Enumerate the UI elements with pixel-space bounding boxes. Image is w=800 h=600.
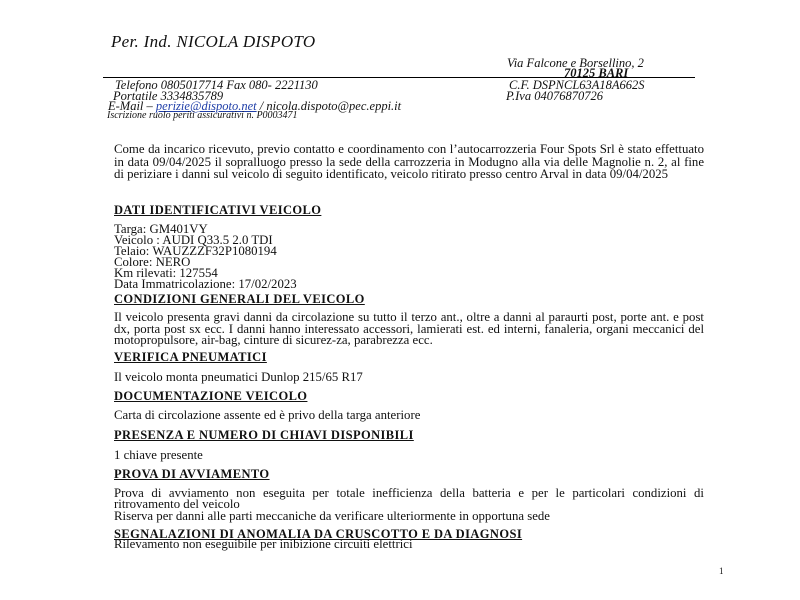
- startup-reserve-text: Riserva per danni alle parti meccaniche da verificare ulteriormente in opportuna sede: [114, 509, 550, 523]
- vehicle-color: Colore: NERO: [114, 255, 191, 269]
- page-number: 1: [719, 566, 724, 576]
- vehicle-chassis: Telaio: WAUZZZF32P1080194: [114, 244, 277, 258]
- tax-code: C.F. DSPNCL63A18A662S: [509, 78, 645, 92]
- phone-fax: Telefono 0805017714 Fax 080- 2221130: [115, 78, 318, 92]
- conditions-text: Il veicolo presenta gravi danni da circolazione su tutto il terzo ant., oltre a danni al paraurti post, porte ant. e post dx, porta post sx ecc. I danni hanno interessato accessori, lamierati est. ed interni, fanaleria, organi meccanici del motopropulsore, air-bag, cinture di sicurez-za, parabrezza ecc.: [114, 310, 704, 347]
- heading-diagnosis: SEGNALAZIONI DI ANOMALIA DA CRUSCOTTO E DA DIAGNOSI: [114, 527, 523, 541]
- heading-conditions: CONDIZIONI GENERALI DEL VEICOLO: [114, 292, 365, 306]
- diagnosis-text: Rilevamento non eseguibile per inibizione circuiti elettrici: [114, 537, 413, 551]
- email-prefix: E-Mail –: [108, 99, 156, 113]
- documents-text: Carta di circolazione assente ed è privo della targa anteriore: [114, 408, 421, 422]
- vehicle-plate: Targa: GM401VY: [114, 222, 208, 236]
- letterhead-name: Per. Ind. NICOLA DISPOTO: [111, 32, 316, 51]
- address-street: Via Falcone e Borsellino, 2: [507, 56, 644, 70]
- vehicle-registration-date: Data Immatricolazione: 17/02/2023: [114, 277, 297, 291]
- vehicle-model: Veicolo : AUDI Q33.5 2.0 TDI: [114, 233, 273, 247]
- registration-number: Iscrizione ruolo periti assicurativi n. P0003471: [107, 110, 298, 121]
- heading-vehicle-id: DATI IDENTIFICATIVI VEICOLO: [114, 203, 322, 217]
- vat-number: P.Iva 04076870726: [506, 89, 603, 103]
- tyres-text: Il veicolo monta pneumatici Dunlop 215/65 R17: [114, 370, 363, 384]
- keys-text: 1 chiave presente: [114, 448, 203, 462]
- pec-email: / nicola.dispoto@pec.eppi.it: [256, 99, 402, 113]
- heading-tyres: VERIFICA PNEUMATICI: [114, 350, 267, 364]
- vehicle-km: Km rilevati: 127554: [114, 266, 218, 280]
- intro-paragraph: Come da incarico ricevuto, previo contatto e coordinamento con l’autocarrozzeria Four Spots Srl è stato effettuato in data 09/04/2025 il sopralluogo presso la sede della carrozzeria in Modugno alla via delle Magnolie n. 2, al fine di periziare i danni sul veicolo di seguito identificato, veicolo ritirato presso centro Arval in data 09/04/2025: [114, 142, 704, 181]
- email-link[interactable]: perizie@dispoto.net: [155, 99, 257, 113]
- startup-text: Prova di avviamento non eseguita per totale inefficienza della batteria e per le particolari condizioni di ritrovamento del veicolo: [114, 486, 704, 511]
- heading-keys: PRESENZA E NUMERO DI CHIAVI DISPONIBILI: [114, 428, 414, 442]
- heading-startup: PROVA DI AVVIAMENTO: [114, 467, 270, 481]
- mobile-phone: Portatile 3334835789: [113, 89, 224, 103]
- address-city: 70125 BARI: [564, 66, 629, 80]
- heading-documents: DOCUMENTAZIONE VEICOLO: [114, 389, 308, 403]
